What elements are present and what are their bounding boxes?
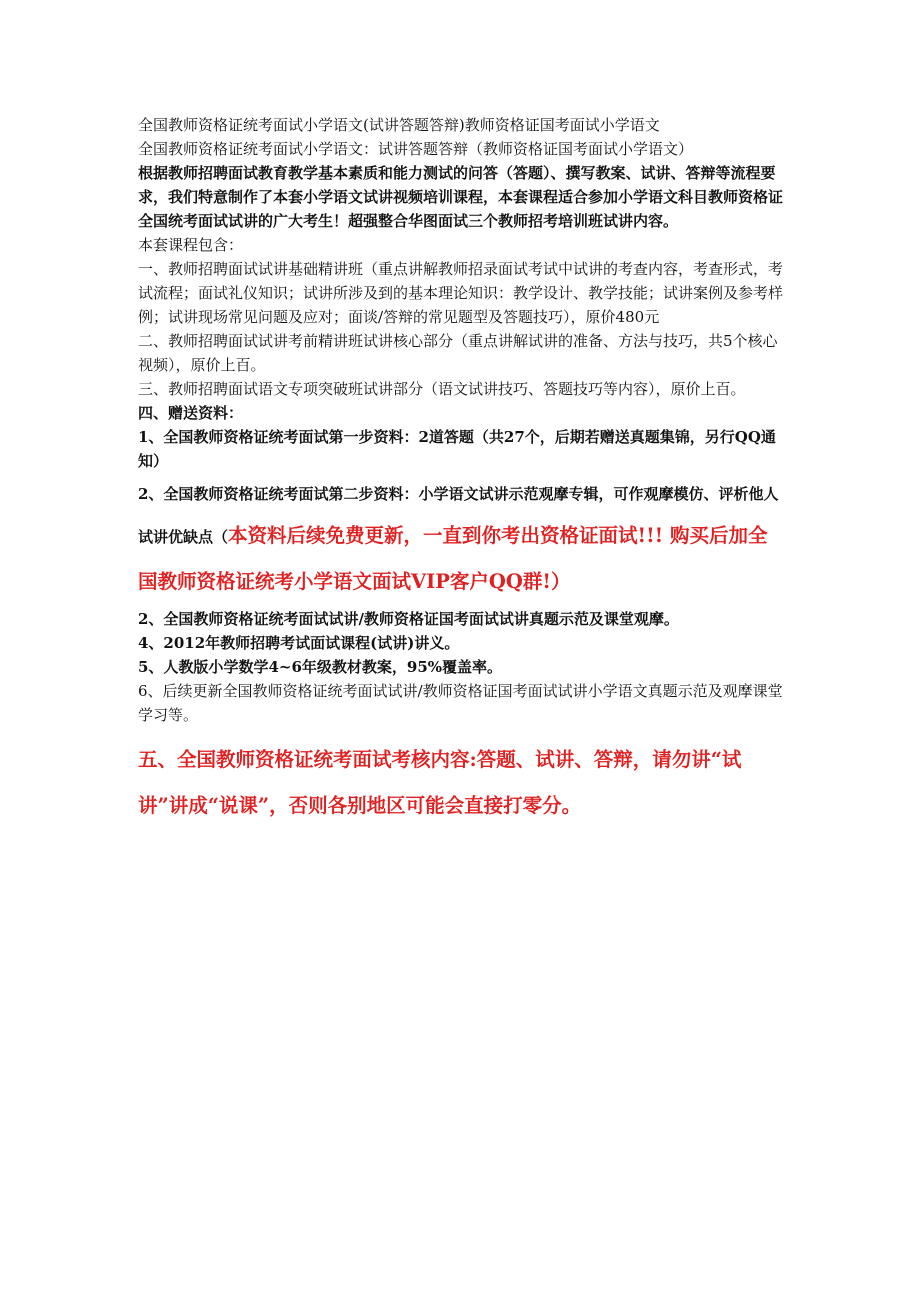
includes-label: 本套课程包含： (138, 236, 244, 254)
gift-item-2-text: 2、全国教师资格证统考面试第二步资料：小学语文试讲示范观摩专辑，可作观摩模仿、评析他人试讲优缺点（ (138, 485, 779, 546)
gift-item-1: 1、全国教师资格证统考面试第一步资料：2道答题（共27个，后期若赠送真题集锦，另行QQ通知） (138, 428, 776, 470)
course-item-3: 三、教师招聘面试语文专项突破班试讲部分（语文试讲技巧、答题技巧等内容），原价上百。 (138, 380, 746, 398)
gift-item-5: 5、人教版小学数学4~6年级教材教案，95%覆盖率。 (138, 658, 503, 676)
gift-item-4: 4、2012年教师招聘考试面试课程(试讲)讲义。 (138, 634, 460, 652)
assessment-section: 五、全国教师资格证统考面试考核内容:答题、试讲、答辩，请勿讲“试讲”讲成“说课”，否则各别地区可能会直接打零分。 (138, 748, 742, 817)
course-item-2: 二、教师招聘面试试讲考前精讲班试讲核心部分（重点讲解试讲的准备、方法与技巧，共5个核心视频），原价上百。 (138, 332, 778, 374)
document-body (138, 113, 783, 829)
intro-paragraph: 根据教师招聘面试教育教学基本素质和能力测试的问答（答题）、撰写教案、试讲、答辩等流程要求，我们特意制作了本套小学语文试讲视频培训课程，本套课程适合参加小学语文科目教师资格证全国统考面试试讲的广大考生！超强整合华图面试三个教师招考培训班试讲内容。 (138, 164, 784, 230)
title-line-1: 全国教师资格证统考面试小学语文(试讲答题答辩)教师资格证国考面试小学语文 (138, 116, 660, 134)
gift-item-6: 6、后续更新全国教师资格证统考面试试讲/教师资格证国考面试试讲小学语文真题示范及观摩课堂学习等。 (138, 682, 783, 724)
gift-item-2-highlight: 本资料后续免费更新，一直到你考出资格证面试!!! 购买后加全国教师资格证统考小学语文面试VIP客户QQ群!） (138, 524, 768, 593)
course-item-1: 一、教师招聘面试试讲基础精讲班（重点讲解教师招录面试考试中试讲的考查内容，考查形式，考试流程；面试礼仪知识；试讲所涉及到的基本理论知识：教学设计、教学技能；试讲案例及参考样例；试讲现场常见问题及应对；面谈/答辩的常见题型及答题技巧），原价480元 (138, 260, 784, 326)
gift-item-2 (138, 475, 783, 605)
gift-item-3: 2、全国教师资格证统考面试试讲/教师资格证国考面试试讲真题示范及课堂观摩。 (138, 610, 679, 628)
gift-section-label: 四、赠送资料： (138, 404, 244, 422)
title-line-2: 全国教师资格证统考面试小学语文：试讲答题答辩（教师资格证国考面试小学语文） (138, 140, 694, 158)
